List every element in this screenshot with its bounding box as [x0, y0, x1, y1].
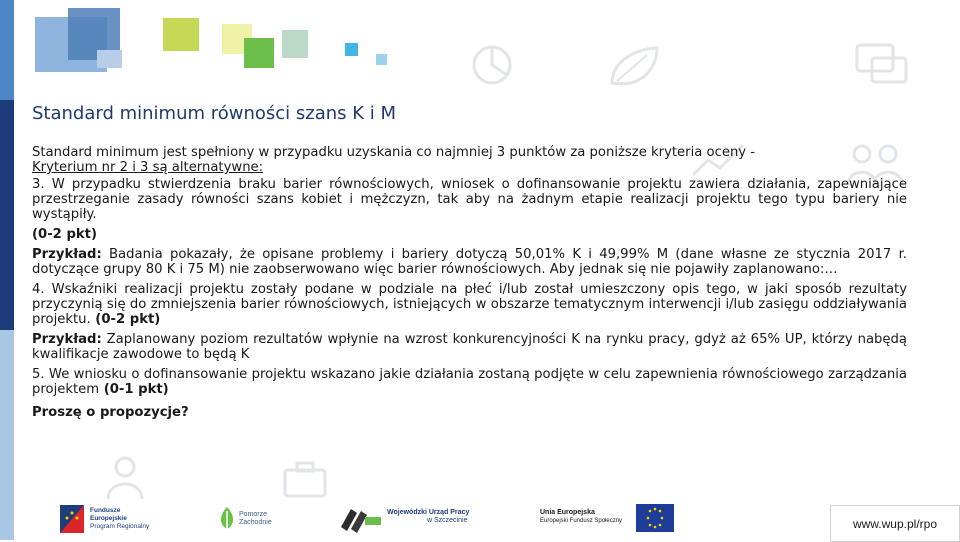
briefcase-icon [280, 460, 330, 500]
recycle-icon [462, 40, 522, 90]
criterion-5-points: (0-1 pkt) [99, 382, 169, 397]
example-2-text: Zaplanowany poziom rezultatów wpłynie na wzrost konkurencyjności K na rynku pracy, gdyż aż 65% UP, którzy nabędą kwalifikacje zawodowe to będą K [32, 332, 907, 362]
pomorze-line1: Pomorze [239, 511, 268, 518]
footer-logos [0, 495, 960, 540]
ue-line2: Europejski Fundusz Społeczny [540, 518, 623, 524]
example-1-label: Przykład: [32, 247, 102, 262]
leaf-icon [602, 43, 662, 93]
wup-logo [337, 501, 487, 535]
wup-line2: w Szczecinie [427, 517, 468, 524]
criterion-4 [32, 282, 907, 327]
criterion-4-text: 4. Wskaźniki realizacji projektu zostały podane w podziale na płeć i/lub został umieszczony opis tego, w jaki sposób rezultaty przyczynią się do zmniejszenia barier równościowych, istniejących w obszarze tematycznym interwencji i/lub zasięgu oddziaływania projektu. [32, 282, 907, 327]
fe-logo [60, 503, 150, 535]
fe-line1: Fundusze [90, 507, 121, 514]
left-stripe-top [0, 0, 14, 100]
ue-logo [540, 503, 680, 535]
pomorze-logo [217, 503, 287, 535]
intro-paragraph [32, 145, 907, 175]
deco-square-green-yellow [163, 18, 199, 51]
criterion-5 [32, 367, 907, 397]
ue-line1: Unia Europejska [540, 509, 595, 516]
example-2 [32, 332, 907, 362]
fe-line3: Program Regionalny [90, 523, 150, 530]
criterion-3-points: (0-2 pkt) [32, 227, 97, 242]
deco-square-blue-light [97, 50, 122, 68]
criterion-5-text: 5. We wniosku o dofinansowanie projektu wskazano jakie działania zostaną podjęte w celu zapewnienia równościowego zarządzania projektem [32, 367, 907, 397]
closing-question-line [32, 405, 907, 420]
pomorze-leaf-icon [217, 505, 237, 531]
deco-square-cyan [345, 43, 358, 56]
deco-square-grey-green [282, 30, 308, 58]
page-title: Standard minimum równości szans K i M [32, 103, 397, 124]
website-url[interactable]: www.wup.pl/rpo [852, 516, 938, 531]
wup-line1: Wojewódzki Urząd Pracy [387, 509, 470, 516]
chat-icon [852, 40, 912, 90]
closing-question: Proszę o propozycje? [32, 405, 189, 420]
criterion-3 [32, 177, 907, 222]
pomorze-line2: Zachodnie [239, 519, 272, 526]
deco-square-cyan-small [376, 54, 387, 65]
person-icon [100, 455, 150, 500]
fe-flag-icon [60, 505, 84, 533]
example-1-text: Badania pokazały, że opisane problemy i bariery dotyczą 50,01% K i 49,99% M (dane własne ze stycznia 2017 r. dotyczące grupy 80 K i 75 M) nie zaobserwowano więc barier równościowych. Aby jednak się nie pojawiły zaplanowano:… [32, 247, 907, 277]
left-stripe-mid [0, 100, 14, 330]
deco-square-green [244, 38, 274, 68]
slide-content [32, 145, 907, 425]
example-2-label: Przykład: [32, 332, 102, 347]
criterion-3-points-line [32, 227, 907, 242]
wup-blocks-icon [337, 503, 383, 533]
website-link[interactable] [830, 505, 960, 542]
fe-line2: Europejskie [90, 515, 127, 522]
example-1 [32, 247, 907, 277]
intro-line1: Standard minimum jest spełniony w przypadku uzyskania co najmniej 3 punktów za poniższe kryteria oceny - [32, 145, 756, 160]
intro-line2: Kryterium nr 2 i 3 są alternatywne: [32, 160, 264, 175]
criterion-4-points: (0-2 pkt) [90, 312, 161, 327]
criterion-3-text: 3. W przypadku stwierdzenia braku barier równościowych, wniosek o dofinansowanie projektu zawiera działania, zapewniające przestrzeganie zasady równości szans kobiet i mężczyzn, tak aby na żadnym etapie realizacji projektu tego typu bariery nie wystąpiły. [32, 177, 907, 222]
eu-stars-icon [636, 504, 674, 532]
